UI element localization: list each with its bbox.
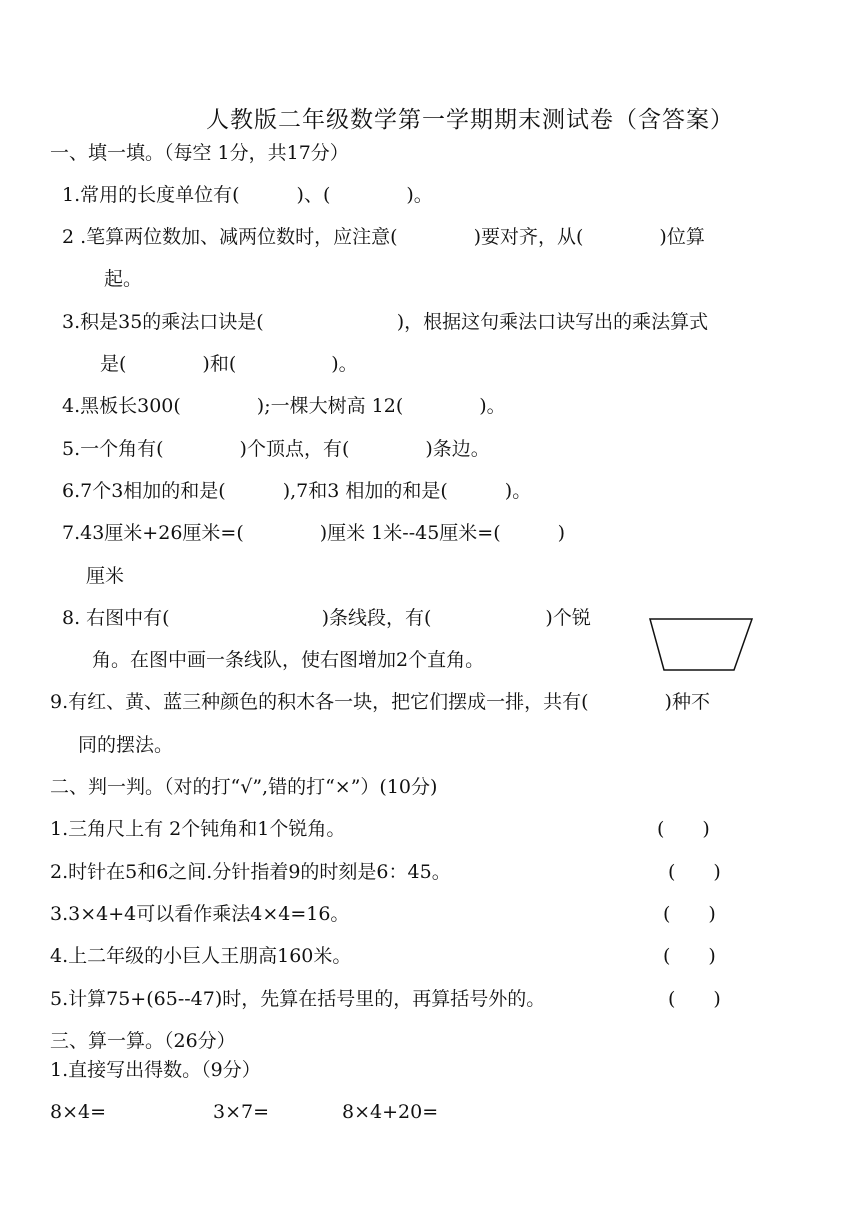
section-1-heading: 一、填一填。（每空 1分，共17分）: [50, 142, 349, 164]
question-7-line-1: 7.43厘米+26厘米=( )厘米 1米--45厘米=( ): [62, 522, 566, 544]
section-3-heading: 三、算一算。（26分）: [50, 1030, 236, 1052]
judge-answer-paren-4: ( ): [663, 945, 716, 967]
trapezoid-figure: [646, 614, 756, 674]
question-9-line-2: 同的摆法。: [78, 734, 174, 756]
question-2-line-1: 2 .笔算两位数加、减两位数时，应注意( )要对齐，从( )位算: [62, 226, 705, 248]
question-6: 6.7个3相加的和是( ),7和3 相加的和是( )。: [62, 480, 532, 502]
section-2-heading: 二、判一判。（对的打“√”,错的打“×”）(10分): [50, 776, 438, 798]
question-1: 1.常用的长度单位有( )、( )。: [62, 184, 433, 206]
question-3-line-2: 是( )和( )。: [100, 353, 358, 375]
judge-item-3: 3.3×4+4可以看作乘法4×4=16。: [50, 903, 350, 925]
question-4: 4.黑板长300( );一棵大树高 12( )。: [62, 395, 506, 417]
judge-answer-paren-3: ( ): [663, 903, 716, 925]
question-8-line-2: 角。在图中画一条线队，使右图增加2个直角。: [92, 649, 485, 671]
page-title: 人教版二年级数学第一学期期末测试卷（含答案）: [206, 107, 734, 133]
question-9-line-1: 9.有红、黄、蓝三种颜色的积木各一块，把它们摆成一排，共有( )种不: [50, 691, 710, 713]
calc-item-1: 8×4=: [50, 1101, 107, 1123]
judge-answer-paren-2: ( ): [668, 861, 721, 883]
judge-answer-paren-5: ( ): [668, 988, 721, 1010]
question-3-line-1: 3.积是35的乘法口诀是( )，根据这句乘法口诀写出的乘法算式: [62, 311, 709, 333]
judge-answer-paren-1: ( ): [657, 818, 710, 840]
section-3-sub-1: 1.直接写出得数。（9分）: [50, 1059, 261, 1081]
judge-item-1: 1.三角尺上有 2个钝角和1个锐角。: [50, 818, 346, 840]
judge-item-4: 4.上二年级的小巨人王朋高160米。: [50, 945, 352, 967]
question-2-line-2: 起。: [104, 268, 143, 290]
question-8-line-1: 8. 右图中有( )条线段，有( )个锐: [62, 607, 591, 629]
question-7-line-2: 厘米: [86, 565, 125, 587]
calc-item-3: 8×4+20=: [342, 1101, 439, 1123]
judge-item-2: 2.时针在5和6之间.分针指着9的时刻是6：45。: [50, 861, 451, 883]
calc-item-2: 3×7=: [213, 1101, 270, 1123]
question-5: 5.一个角有( )个顶点，有( )条边。: [62, 438, 490, 460]
judge-item-5: 5.计算75+(65--47)时，先算在括号里的，再算括号外的。: [50, 988, 546, 1010]
